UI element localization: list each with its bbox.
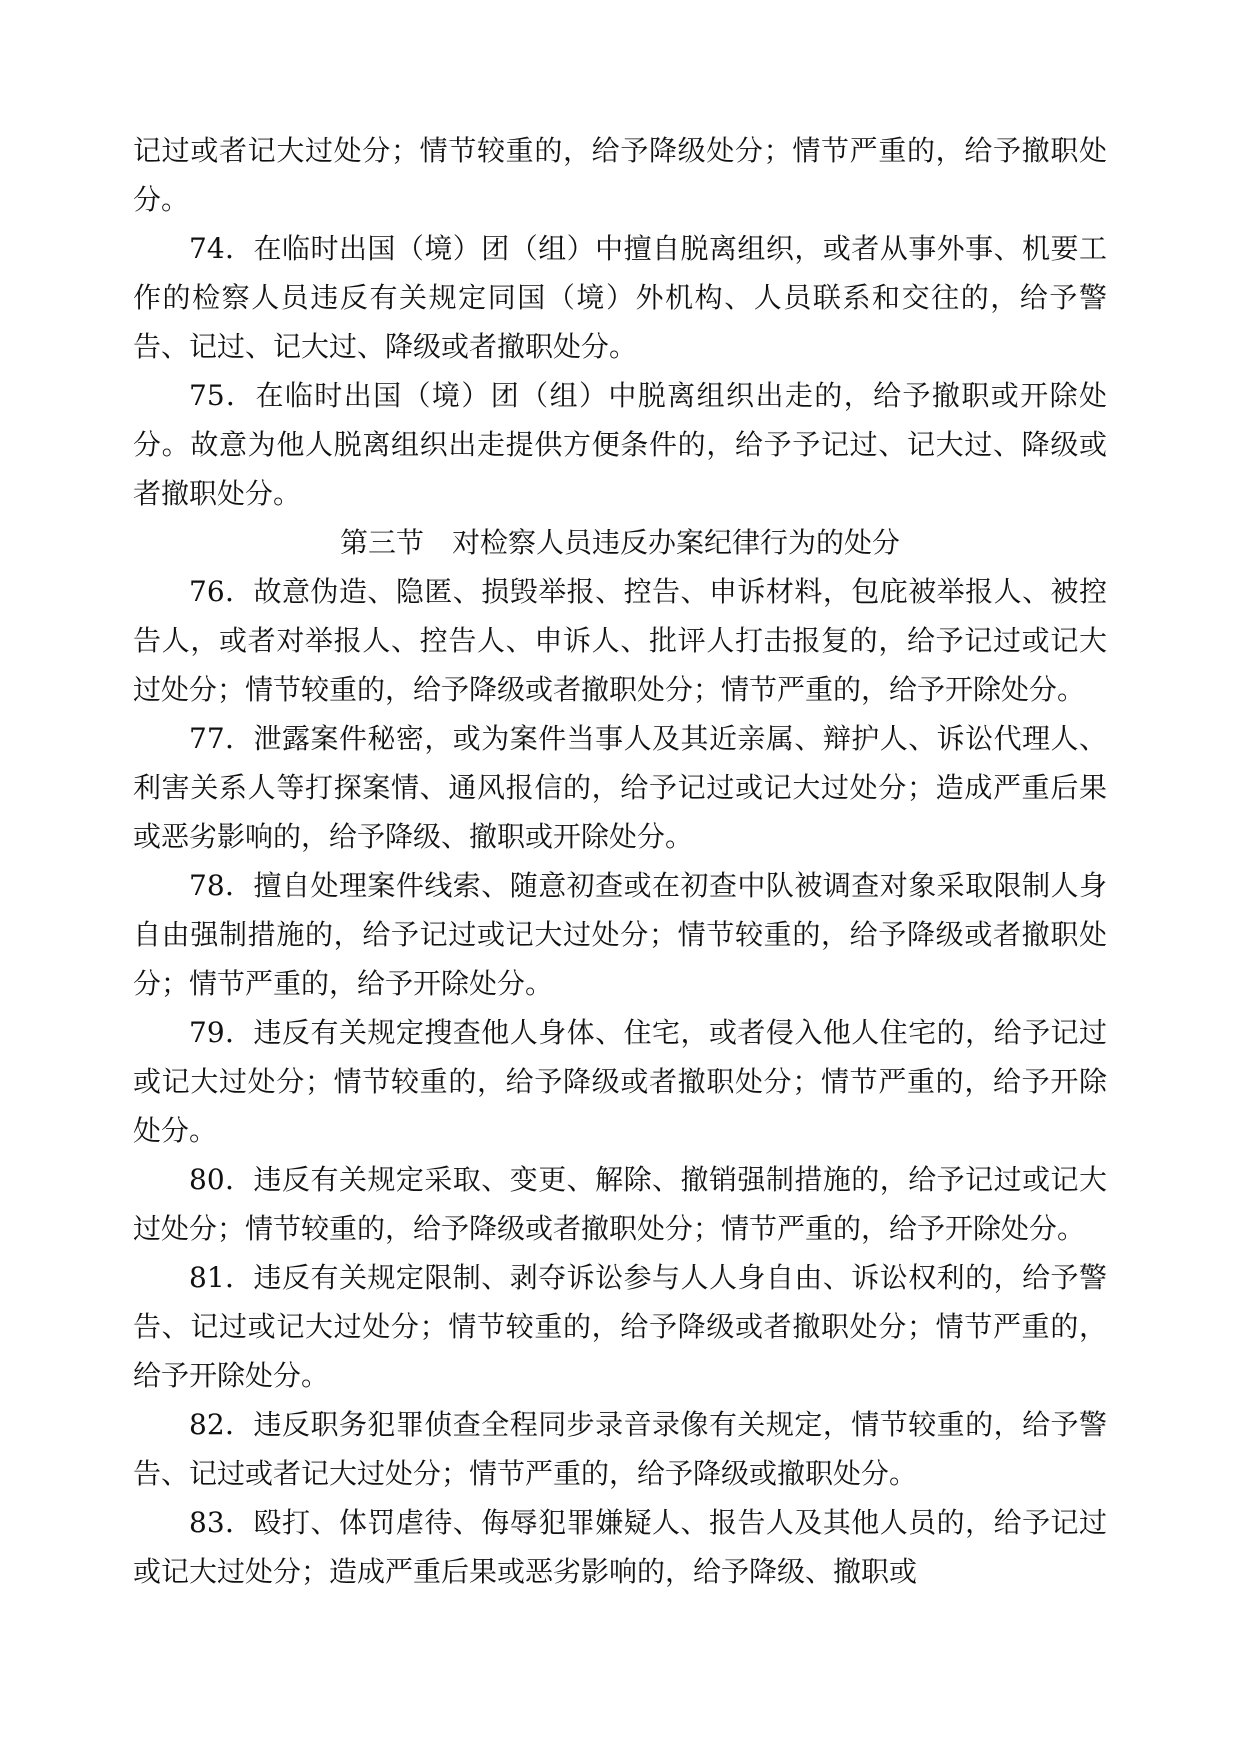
document-page: [133, 126, 1107, 1596]
article-75: 75．在临时出国（境）团（组）中脱离组织出走的，给予撤职或开除处分。故意为他人脱离组织出走提供方便条件的，给予予记过、记大过、降级或者撤职处分。: [133, 379, 1107, 510]
article-82: 82．违反职务犯罪侦查全程同步录音录像有关规定，情节较重的，给予警告、记过或者记大过处分；情节严重的，给予降级或撤职处分。: [133, 1408, 1107, 1490]
article-81: 81．违反有关规定限制、剥夺诉讼参与人人身自由、诉讼权利的，给予警告、记过或记大过处分；情节较重的，给予降级或者撤职处分；情节严重的，给予开除处分。: [133, 1261, 1107, 1392]
article-77: 77．泄露案件秘密，或为案件当事人及其近亲属、辩护人、诉讼代理人、利害关系人等打探案情、通风报信的，给予记过或记大过处分；造成严重后果或恶劣影响的，给予降级、撤职或开除处分。: [133, 722, 1107, 853]
article-80: 80．违反有关规定采取、变更、解除、撤销强制措施的，给予记过或记大过处分；情节较重的，给予降级或者撤职处分；情节严重的，给予开除处分。: [133, 1163, 1107, 1245]
article-79: 79．违反有关规定搜查他人身体、住宅，或者侵入他人住宅的，给予记过或记大过处分；情节较重的，给予降级或者撤职处分；情节严重的，给予开除处分。: [133, 1016, 1107, 1147]
article-76: 76．故意伪造、隐匿、损毁举报、控告、申诉材料，包庇被举报人、被控告人，或者对举报人、控告人、申诉人、批评人打击报复的，给予记过或记大过处分；情节较重的，给予降级或者撤职处分；情节严重的，给予开除处分。: [133, 575, 1107, 706]
paragraph-continuation: 记过或者记大过处分；情节较重的，给予降级处分；情节严重的，给予撤职处分。: [133, 134, 1107, 216]
section-heading: 第三节 对检察人员违反办案纪律行为的处分: [339, 526, 900, 559]
article-74: 74．在临时出国（境）团（组）中擅自脱离组织，或者从事外事、机要工作的检察人员违反有关规定同国（境）外机构、人员联系和交往的，给予警告、记过、记大过、降级或者撤职处分。: [133, 232, 1107, 363]
article-83: 83．殴打、体罚虐待、侮辱犯罪嫌疑人、报告人及其他人员的，给予记过或记大过处分；造成严重后果或恶劣影响的，给予降级、撤职或: [133, 1506, 1107, 1588]
article-78: 78．擅自处理案件线索、随意初查或在初查中队被调查对象采取限制人身自由强制措施的，给予记过或记大过处分；情节较重的，给予降级或者撤职处分；情节严重的，给予开除处分。: [133, 869, 1107, 1000]
